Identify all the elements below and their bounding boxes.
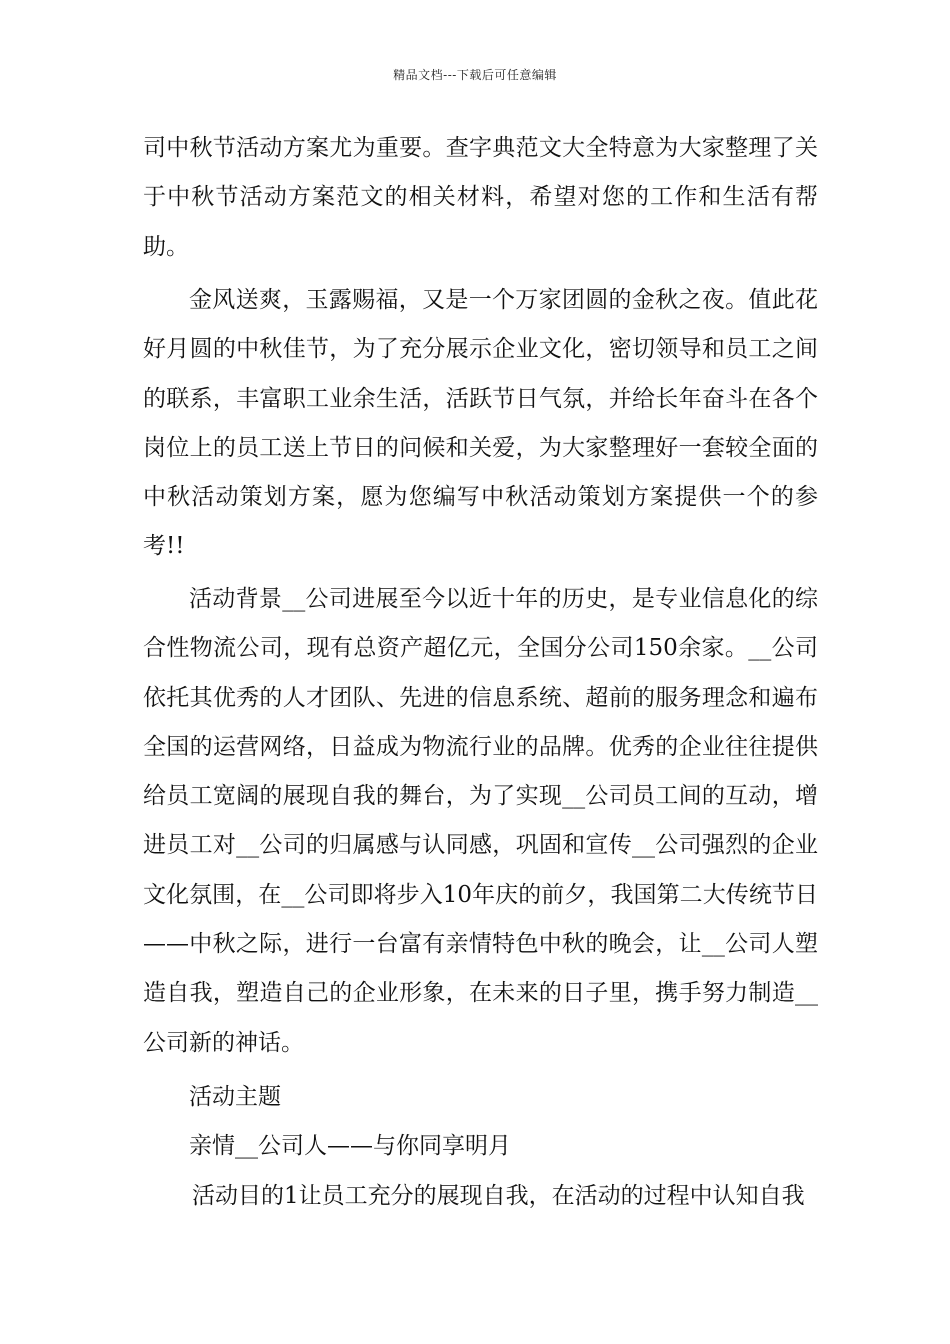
page-header: 精品文档---下载后可任意编辑	[393, 68, 557, 82]
purpose-paragraph: 活动目的1让员工充分的展现自我，在活动的过程中认知自我	[192, 1183, 805, 1209]
intro-paragraph: 司中秋节活动方案尤为重要。查字典范文大全特意为大家整理了关于中秋节活动方案范文的相关材料，希望对您的工作和生活有帮助。	[143, 135, 818, 260]
greeting-paragraph: 金风送爽，玉露赐福，又是一个万家团圆的金秋之夜。值此花好月圆的中秋佳节，为了充分展示企业文化，密切领导和员工之间的联系，丰富职工业余生活，活跃节日气氛，并给长年奋斗在各个岗位上的员工送上节日的问候和关爱，为大家整理好一套较全面的中秋活动策划方案，愿为您编写中秋活动策划方案提供一个的参考!!	[143, 287, 818, 560]
background-paragraph: 活动背景__公司进展至今以近十年的历史，是专业信息化的综合性物流公司，现有总资产超亿元，全国分公司150余家。__公司依托其优秀的人才团队、先进的信息系统、超前的服务理念和遍布全国的运营网络，日益成为物流行业的品牌。优秀的企业往往提供给员工宽阔的展现自我的舞台，为了实现__公司员工间的互动，增进员工对__公司的归属感与认同感，巩固和宣传__公司强烈的企业文化氛围，在__公司即将步入10年庆的前夕，我国第二大传统节日——中秋之际，进行一台富有亲情特色中秋的晚会，让__公司人塑造自我，塑造自己的企业形象，在未来的日子里，携手努力制造__公司新的神话。	[143, 586, 818, 1056]
theme-text: 亲情__公司人——与你同享明月	[189, 1133, 511, 1159]
theme-heading: 活动主题	[189, 1084, 281, 1110]
